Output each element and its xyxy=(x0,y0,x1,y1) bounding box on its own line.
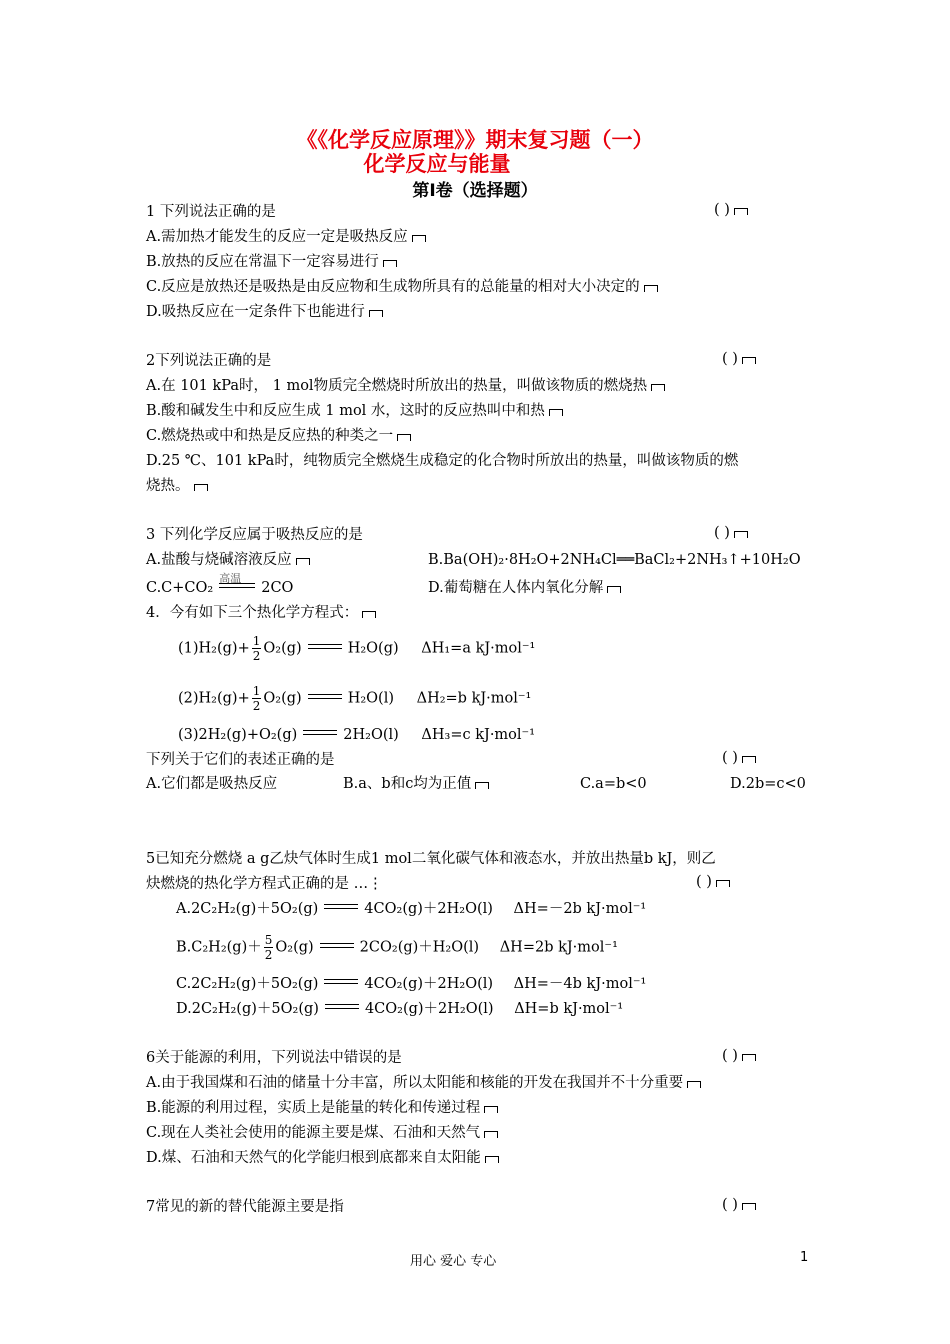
equation-3: (3)2H₂(g)+O₂(g) 2H₂O(l) ΔH₃=c kJ·mol⁻¹ xyxy=(178,727,536,743)
question-2-option-c: C.燃烧热或中和热是反应热的种类之一 xyxy=(146,426,411,446)
equation-2: (2)H₂(g)+ $\frac{1}{2}$ O₂(g) H₂O(l) ΔH₂=b kJ·mol⁻¹ xyxy=(178,684,532,713)
answer-blank-5: ( ) xyxy=(696,874,730,890)
fraction: $\frac{1}{2}$ xyxy=(252,684,261,713)
question-1-stem: 1 下列说法正确的是 xyxy=(146,204,276,220)
question-1-option-c: C.反应是放热还是吸热是由反应物和生成物所具有的总能量的相对大小决定的 xyxy=(146,277,658,297)
footer-slogan: 用心 爱心 专心 xyxy=(410,1254,497,1269)
answer-blank-1: ( ) xyxy=(714,202,748,218)
question-6-option-a: A.由于我国煤和石油的储量十分丰富，所以太阳能和核能的开发在我国并不十分重要 xyxy=(146,1073,701,1093)
answer-blank-4: ( ) xyxy=(722,750,756,766)
question-6-option-c: C.现在人类社会使用的能源主要是煤、石油和天然气 xyxy=(146,1123,498,1143)
question-1-option-d: D.吸热反应在一定条件下也能进行 xyxy=(146,302,383,322)
equation-1: (1)H₂(g)+ $\frac{1}{2}$ O₂(g) H₂O(g) ΔH₁=a kJ·mol⁻¹ xyxy=(178,634,536,663)
main-title: 《《化学反应原理》》期末复习题（一） xyxy=(296,128,654,152)
question-3-option-c: C.C+CO₂ 高温 2CO xyxy=(146,578,293,598)
section-title: 第Ⅰ卷（选择题） xyxy=(412,181,538,201)
answer-blank-2: ( ) xyxy=(722,351,756,367)
question-4-option-d: D.2b=c<0 xyxy=(730,776,806,792)
question-1-option-b: B.放热的反应在常温下一定容易进行 xyxy=(146,252,397,272)
question-3-stem: 3 下列化学反应属于吸热反应的是 xyxy=(146,527,363,543)
question-6-stem: 6关于能源的利用，下列说法中错误的是 xyxy=(146,1050,402,1066)
question-6-option-d: D.煤、石油和天然气的化学能归根到底都来自太阳能 xyxy=(146,1148,499,1168)
question-5-option-b: B.C₂H₂(g)＋ $\frac{5}{2}$ O₂(g) 2CO₂(g)＋H₂O(l) ΔH=2b kJ·mol⁻¹ xyxy=(176,933,618,962)
question-5-option-d: D.2C₂H₂(g)＋5O₂(g) 4CO₂(g)＋2H₂O(l) ΔH=b kJ·mol⁻¹ xyxy=(176,1001,624,1017)
question-5-option-a: A.2C₂H₂(g)＋5O₂(g) 4CO₂(g)＋2H₂O(l) ΔH=－2b kJ·mol⁻¹ xyxy=(176,901,647,917)
fraction: $\frac{5}{2}$ xyxy=(264,933,273,962)
question-2-option-d-cont: 烧热。 xyxy=(146,476,208,496)
question-6-option-b: B.能源的利用过程，实质上是能量的转化和传递过程 xyxy=(146,1098,498,1118)
question-5-stem-cont: 炔燃烧的热化学方程式正确的是 …⋮ xyxy=(146,876,383,892)
question-7-stem: 7常见的新的替代能源主要是指 xyxy=(146,1199,344,1215)
question-4-option-a: A.它们都是吸热反应 xyxy=(146,776,278,792)
question-1-option-a: A.需加热才能发生的反应一定是吸热反应 xyxy=(146,227,426,247)
question-5-option-c: C.2C₂H₂(g)＋5O₂(g) 4CO₂(g)＋2H₂O(l) ΔH=－4b kJ·mol⁻¹ xyxy=(176,976,647,992)
question-3-option-d: D.葡萄糖在人体内氧化分解 xyxy=(428,578,621,598)
question-4-ask: 下列关于它们的表述正确的是 xyxy=(146,752,335,768)
fraction: $\frac{1}{2}$ xyxy=(252,634,261,663)
reaction-condition: 高温 xyxy=(219,572,242,585)
question-4-option-c: C.a=b<0 xyxy=(580,776,647,792)
page-number: 1 xyxy=(800,1250,809,1265)
sub-title: 化学反应与能量 xyxy=(363,152,511,176)
answer-blank-7: ( ) xyxy=(722,1197,756,1213)
question-5-stem: 5已知充分燃烧 a g乙炔气体时生成1 mol二氧化碳气体和液态水，并放出热量b kJ，则乙 xyxy=(146,851,716,867)
answer-blank-6: ( ) xyxy=(722,1048,756,1064)
question-2-stem: 2下列说法正确的是 xyxy=(146,353,272,369)
question-3-option-a: A.盐酸与烧碱溶液反应 xyxy=(146,550,310,570)
question-2-option-b: B.酸和碱发生中和反应生成 1 mol 水，这时的反应热叫中和热 xyxy=(146,401,563,421)
question-3-option-b: B.Ba(OH)₂·8H₂O+2NH₄Cl══BaCl₂+2NH₃↑+10H₂O xyxy=(428,552,801,568)
question-4-option-b: B.a、b和c均为正值 xyxy=(343,774,489,794)
question-2-option-a: A.在 101 kPa时， 1 mol物质完全燃烧时所放出的热量，叫做该物质的燃烧热 xyxy=(146,376,665,396)
question-2-option-d: D.25 ℃、101 kPa时，纯物质完全燃烧生成稳定的化合物时所放出的热量，叫做该物质的燃 xyxy=(146,453,739,469)
answer-blank-3: ( ) xyxy=(714,525,748,541)
question-4-stem: 4．今有如下三个热化学方程式： xyxy=(146,603,376,623)
